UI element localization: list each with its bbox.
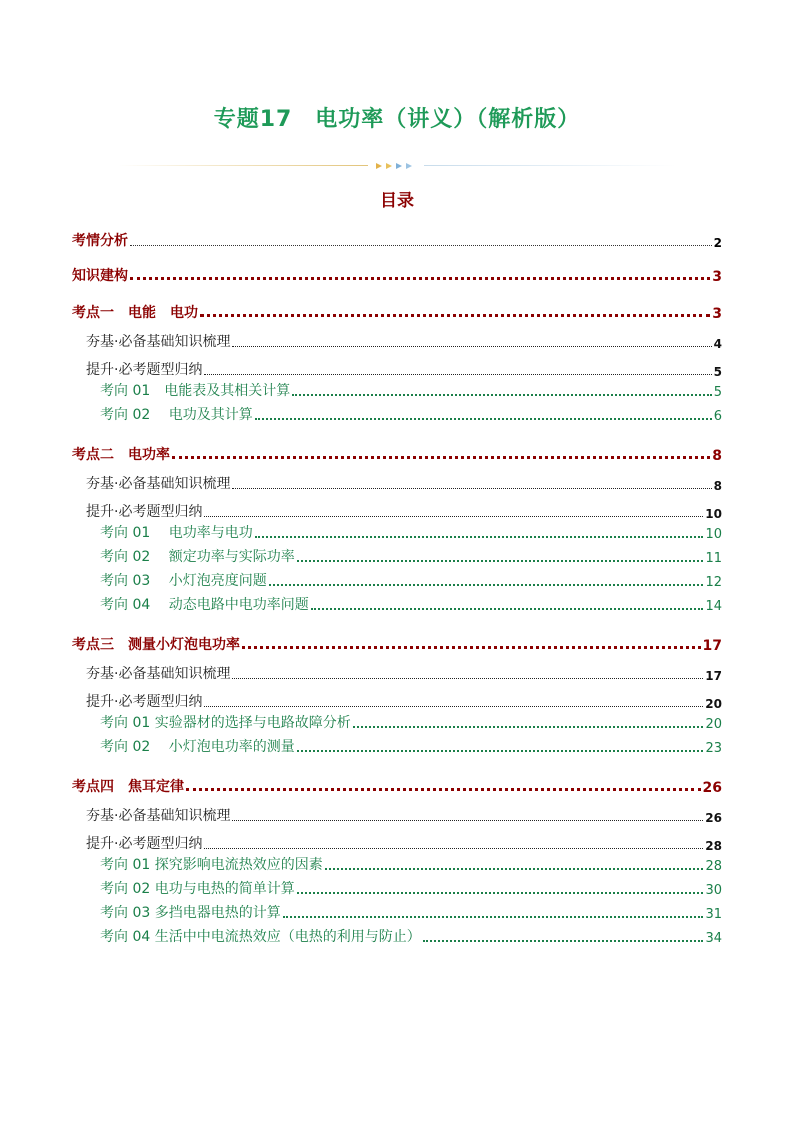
toc-entry-topic[interactable] [100, 736, 722, 756]
toc-entry-basics[interactable] [86, 805, 722, 825]
toc-page-number: 11 [705, 551, 722, 566]
toc-leader-dots [172, 456, 710, 459]
toc-entry-question-types[interactable] [86, 833, 722, 853]
toc-page-number: 5 [713, 385, 722, 400]
toc-page-number: 28 [705, 859, 722, 874]
toc-entry-topic[interactable] [100, 404, 722, 424]
toc-leader-dots [186, 788, 701, 791]
toc-leader-dots [232, 488, 711, 489]
toc-entry-topic[interactable] [100, 380, 722, 400]
toc-entry-label: 考向 02 电功与电热的简单计算 [100, 881, 295, 897]
toc-entry-knowledge-map[interactable] [72, 265, 722, 285]
toc-entry-question-types[interactable] [86, 359, 722, 379]
toc-leader-dots [269, 584, 704, 586]
toc-page-number: 23 [705, 741, 722, 756]
toc-entry-label: 考向 03 多挡电器电热的计算 [100, 905, 281, 921]
toc-leader-dots [232, 346, 711, 347]
toc-heading: 目录 [380, 191, 414, 211]
toc-page-number: 10 [705, 527, 722, 542]
toc-entry-topic[interactable] [100, 902, 722, 922]
toc-leader-dots [204, 516, 703, 517]
toc-entry-label: 考向 02 额定功率与实际功率 [100, 549, 295, 565]
toc-page-number: 31 [705, 907, 722, 922]
toc-entry-label: 夯基·必备基础知识梳理 [86, 808, 231, 824]
toc-leader-dots [204, 706, 703, 707]
toc-leader-dots [297, 750, 704, 752]
toc-entry-label: 考点一 电能 电功 [72, 305, 198, 321]
toc-entry-label: 考情分析 [72, 233, 128, 249]
toc-leader-dots [353, 726, 704, 728]
toc-entry-basics[interactable] [86, 663, 722, 683]
toc-entry-section-1[interactable] [72, 302, 722, 322]
toc-entry-label: 考点二 电功率 [72, 447, 170, 463]
toc-leader-dots [292, 394, 711, 396]
toc-entry-topic[interactable] [100, 522, 722, 542]
toc-entry-label: 考点四 焦耳定律 [72, 779, 184, 795]
toc-entry-section-4[interactable] [72, 776, 722, 796]
toc-leader-dots [200, 314, 710, 317]
toc-entry-label: 夯基·必备基础知识梳理 [86, 666, 231, 682]
toc-leader-dots [255, 418, 712, 420]
toc-leader-dots [204, 374, 711, 375]
toc-entry-label: 知识建构 [72, 268, 128, 284]
toc-page-number: 20 [705, 717, 722, 732]
toc-entry-basics[interactable] [86, 473, 722, 493]
arrow-ornament-icon [372, 160, 422, 172]
toc-entry-label: 考向 03 小灯泡亮度问题 [100, 573, 267, 589]
toc-page-number: 10 [705, 507, 722, 521]
toc-entry-topic[interactable] [100, 878, 722, 898]
toc-page-number: 30 [705, 883, 722, 898]
toc-entry-label: 提升·必考题型归纳 [86, 836, 203, 852]
toc-entry-label: 考点三 测量小灯泡电功率 [72, 637, 240, 653]
toc-entry-label: 考向 01 电能表及其相关计算 [100, 383, 291, 399]
toc-entry-question-types[interactable] [86, 691, 722, 711]
toc-leader-dots [232, 820, 703, 821]
toc-page-number: 3 [712, 306, 722, 322]
toc-leader-dots [130, 245, 712, 246]
toc-entry-label: 考向 02 小灯泡电功率的测量 [100, 739, 295, 755]
toc-page-number: 17 [705, 669, 722, 683]
toc-page-number: 2 [713, 236, 722, 250]
toc-leader-dots [130, 277, 710, 280]
toc-leader-dots [297, 560, 704, 562]
toc-page-number: 8 [712, 448, 722, 464]
toc-page-number: 6 [713, 409, 722, 424]
toc-leader-dots [204, 848, 703, 849]
toc-entry-label: 考向 02 电功及其计算 [100, 407, 253, 423]
toc-entry-section-3[interactable] [72, 634, 722, 654]
toc-page-number: 5 [713, 365, 722, 379]
toc-entry-label: 提升·必考题型归纳 [86, 504, 203, 520]
document-title: 专题17 电功率（讲义）（解析版） [213, 107, 581, 132]
toc-entry-label: 考向 01 电功率与电功 [100, 525, 253, 541]
toc-leader-dots [242, 646, 701, 649]
toc-leader-dots [283, 916, 704, 918]
toc-entry-topic[interactable] [100, 854, 722, 874]
toc-entry-question-types[interactable] [86, 501, 722, 521]
toc-leader-dots [232, 678, 703, 679]
toc-entry-label: 考向 01 探究影响电流热效应的因素 [100, 857, 323, 873]
toc-leader-dots [297, 892, 704, 894]
toc-entry-section-2[interactable] [72, 444, 722, 464]
toc-leader-dots [255, 536, 704, 538]
toc-entry-topic[interactable] [100, 926, 722, 946]
toc-entry-label: 夯基·必备基础知识梳理 [86, 334, 231, 350]
toc-entry-label: 考向 04 生活中中电流热效应（电热的利用与防止） [100, 929, 421, 945]
divider-left [118, 165, 368, 166]
toc-page-number: 20 [705, 697, 722, 711]
toc-entry-label: 考向 01 实验器材的选择与电路故障分析 [100, 715, 351, 731]
toc-entry-label: 夯基·必备基础知识梳理 [86, 476, 231, 492]
toc-entry-topic[interactable] [100, 594, 722, 614]
toc-entry-topic[interactable] [100, 570, 722, 590]
toc-page-number: 26 [705, 811, 722, 825]
toc-page-number: 12 [705, 575, 722, 590]
toc-entry-label: 提升·必考题型归纳 [86, 694, 203, 710]
toc-entry-basics[interactable] [86, 331, 722, 351]
toc-page-number: 26 [702, 780, 722, 796]
toc-page-number: 14 [705, 599, 722, 614]
toc-entry-exam-analysis[interactable] [72, 230, 722, 250]
divider-right [424, 165, 676, 166]
toc-page-number: 3 [712, 269, 722, 285]
toc-entry-label: 提升·必考题型归纳 [86, 362, 203, 378]
toc-leader-dots [423, 940, 704, 942]
toc-page-number: 17 [702, 638, 722, 654]
toc-page-number: 4 [713, 337, 722, 351]
toc-entry-topic[interactable] [100, 712, 722, 732]
toc-page-number: 34 [705, 931, 722, 946]
toc-page-number: 28 [705, 839, 722, 853]
toc-leader-dots [325, 868, 704, 870]
toc-entry-topic[interactable] [100, 546, 722, 566]
toc-leader-dots [311, 608, 704, 610]
toc-entry-label: 考向 04 动态电路中电功率问题 [100, 597, 309, 613]
toc-page-number: 8 [713, 479, 722, 493]
